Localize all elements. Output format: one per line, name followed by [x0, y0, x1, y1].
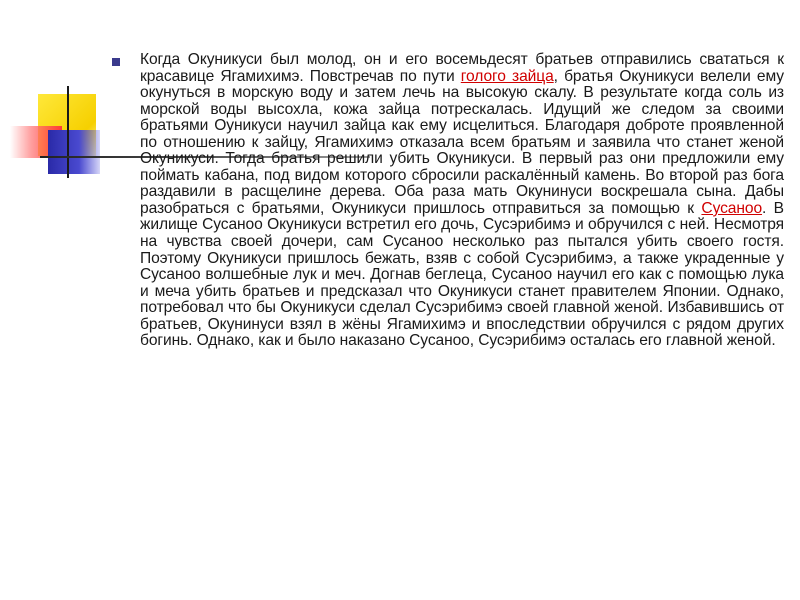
- decoration-blue-block: [48, 130, 100, 174]
- link-susanoo[interactable]: Сусаноо: [701, 199, 763, 217]
- slide-content: [112, 52, 784, 350]
- story-paragraph: [140, 52, 784, 350]
- link-naked-hare[interactable]: голого зайца: [460, 67, 554, 85]
- paragraph-text-1: Когда Окуникуси был молод, он и его восемьдесят братьев отправились свататься к красавице Ягамихимэ. Повстречав по пути: [140, 51, 784, 85]
- paragraph-text-2: , братья Окуникуси велели ему окунуться в морскую воду и затем лечь на высокую скалу. В результате когда соль из морской воды высохла, кожа зайца потрескалась. Идущий же следом за своими братьями Оуникуси научил зайца как ему исцелиться. Благодаря доброте проявленной по отношению к зайцу, Ягамихимэ отказала всем братьям и заявила что станет женой Окуникуси. Тогда братья решили убить Окуникуси. В первый раз они предложили ему поймать кабана, под видом которого сбросили раскалённый камень. Во второй раз бога раздавили в расщелине дерева. Оба раза мать Окунинуси воскрешала сына. Дабы разобраться с братьями, Окуникуси пришлось отправиться за помощью к: [140, 67, 784, 217]
- paragraph-text-3: . В жилище Сусаноо Окуникуси встретил его дочь, Сусэрибимэ и обручился с ней. Несмотря на чувства своей дочери, сам Сусаноо несколько раз пытался убить своего гостя. Поэтому Окуникуси пришлось бежать, взяв с собой Сусэрибимэ, а также украденные у Сусаноо волшебные лук и меч. Догнав беглеца, Сусаноо научил его как с помощью лука и меча убить братьев и предсказал что Окуникуси станет правителем Японии. Однако, потребовал что бы Окуникуси сделал Сусэрибимэ своей главной женой. Избавившись от братьев, Окунинуси взял в жёны Ягамихимэ и впоследствии обручился с рядом других богинь. Однако, как и было наказано Сусаноо, Сусэрибимэ осталась его главной женой.: [140, 199, 784, 350]
- square-bullet-icon: [112, 58, 120, 66]
- bullet-item: [112, 52, 784, 350]
- decoration-vertical-line: [67, 86, 69, 178]
